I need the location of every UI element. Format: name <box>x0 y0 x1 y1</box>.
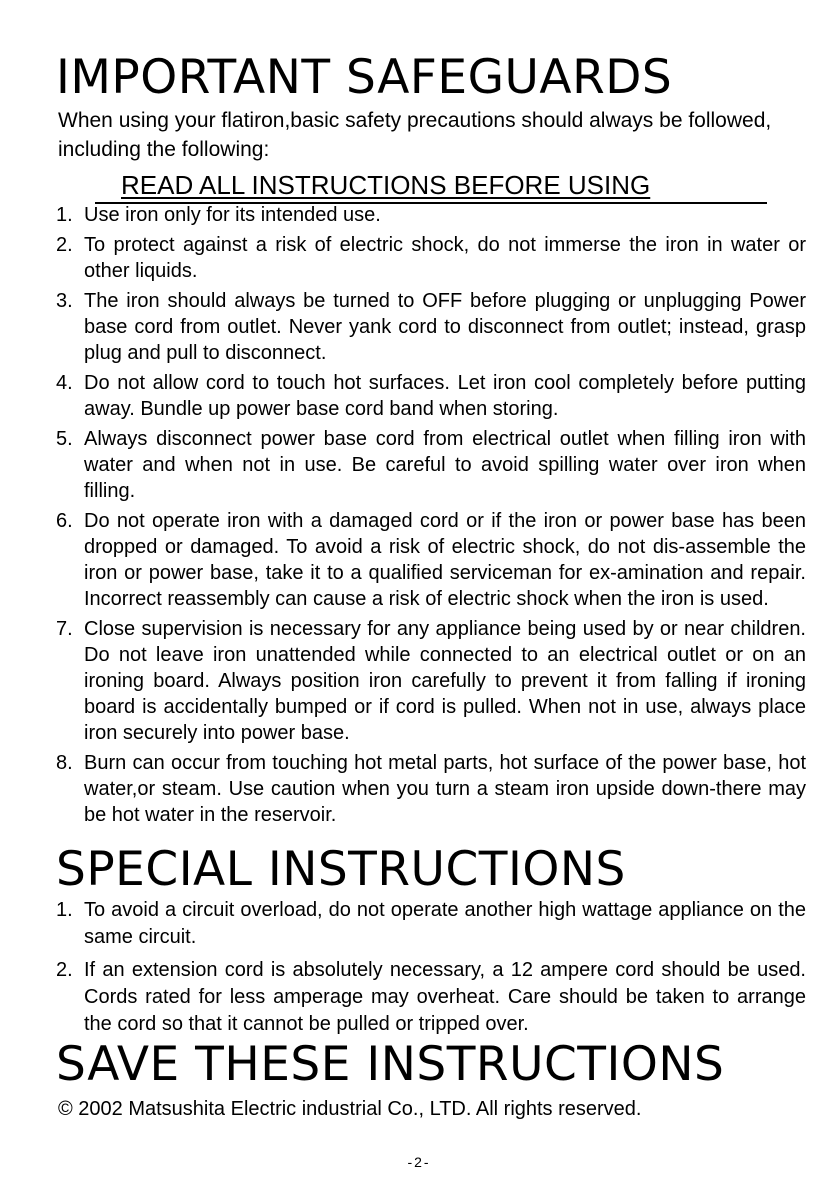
item-text: To protect against a risk of electric shock, do not immerse the iron in water or other liquids. <box>84 234 806 282</box>
item-text: Do not operate iron with a damaged cord or if the iron or power base has been dropped or damaged. To avoid a risk of electric shock, do not dis-assemble the iron or power base, take it to a qualified serviceman for ex-amination and repair. Incorrect reassembly can cause a risk of electric shock when the iron is used. <box>84 510 806 610</box>
safeguard-item <box>56 750 806 828</box>
item-text: Use iron only for its intended use. <box>84 204 381 226</box>
item-number: 7. <box>56 618 73 640</box>
item-number: 1. <box>56 899 73 921</box>
special-instructions-heading: SPECIAL INSTRUCTIONS <box>56 842 626 897</box>
important-safeguards-heading: IMPORTANT SAFEGUARDS <box>56 50 673 105</box>
special-item <box>56 957 806 1038</box>
item-number: 4. <box>56 372 73 394</box>
item-text: Burn can occur from touching hot metal parts, hot surface of the power base, hot water,or steam. Use caution when you turn a steam iron upside down-there may be hot water in the reservoir. <box>84 752 806 826</box>
item-text: Always disconnect power base cord from electrical outlet when filling iron with water and when not in use. Be careful to avoid spilling water over iron when filling. <box>84 428 806 502</box>
item-text: Close supervision is necessary for any appliance being used by or near children. Do not leave iron unattended while connected to an electrical outlet or on an ironing board. Always position iron carefully to prevent it from falling if ironing board is accidentally bumped or if cord is pulled. When not in use, always place iron securely into power base. <box>84 618 806 744</box>
item-number: 6. <box>56 510 73 532</box>
safeguard-item <box>56 370 806 422</box>
item-number: 2. <box>56 234 73 256</box>
safeguard-item <box>56 232 806 284</box>
item-number: 5. <box>56 428 73 450</box>
item-number: 2. <box>56 959 73 981</box>
special-item <box>56 897 806 951</box>
safeguard-item <box>56 508 806 612</box>
item-number: 3. <box>56 290 73 312</box>
item-text: To avoid a circuit overload, do not operate another high wattage appliance on the same circuit. <box>84 899 806 948</box>
read-all-instructions-text: READ ALL INSTRUCTIONS BEFORE USING <box>121 170 651 200</box>
save-instructions-heading: SAVE THESE INSTRUCTIONS <box>56 1037 725 1092</box>
item-text: The iron should always be turned to OFF before plugging or unplugging Power base cord from outlet. Never yank cord to disconnect from outlet; instead, grasp plug and pull to disconnect. <box>84 290 806 364</box>
item-text: If an extension cord is absolutely necessary, a 12 ampere cord should be used. Cords rated for less amperage may overheat. Care should be taken to arrange the cord so that it cannot be pulled or tripped over. <box>84 959 806 1035</box>
safeguards-list <box>56 202 806 832</box>
special-instructions-list <box>56 897 806 1044</box>
intro-paragraph: When using your flatiron,basic safety precautions should always be followed, including the following: <box>58 109 772 161</box>
item-text: Do not allow cord to touch hot surfaces. Let iron cool completely before putting away. Bundle up power base cord band when storing. <box>84 372 806 420</box>
page-number: -2- <box>407 1154 431 1170</box>
item-number: 1. <box>56 204 73 226</box>
copyright-notice: © 2002 Matsushita Electric industrial Co., LTD. All rights reserved. <box>58 1098 642 1120</box>
read-all-instructions-banner <box>95 170 767 204</box>
safeguard-item <box>56 288 806 366</box>
item-number: 8. <box>56 752 73 774</box>
safeguard-item <box>56 616 806 746</box>
safeguard-item <box>56 426 806 504</box>
safeguard-item <box>56 202 806 228</box>
